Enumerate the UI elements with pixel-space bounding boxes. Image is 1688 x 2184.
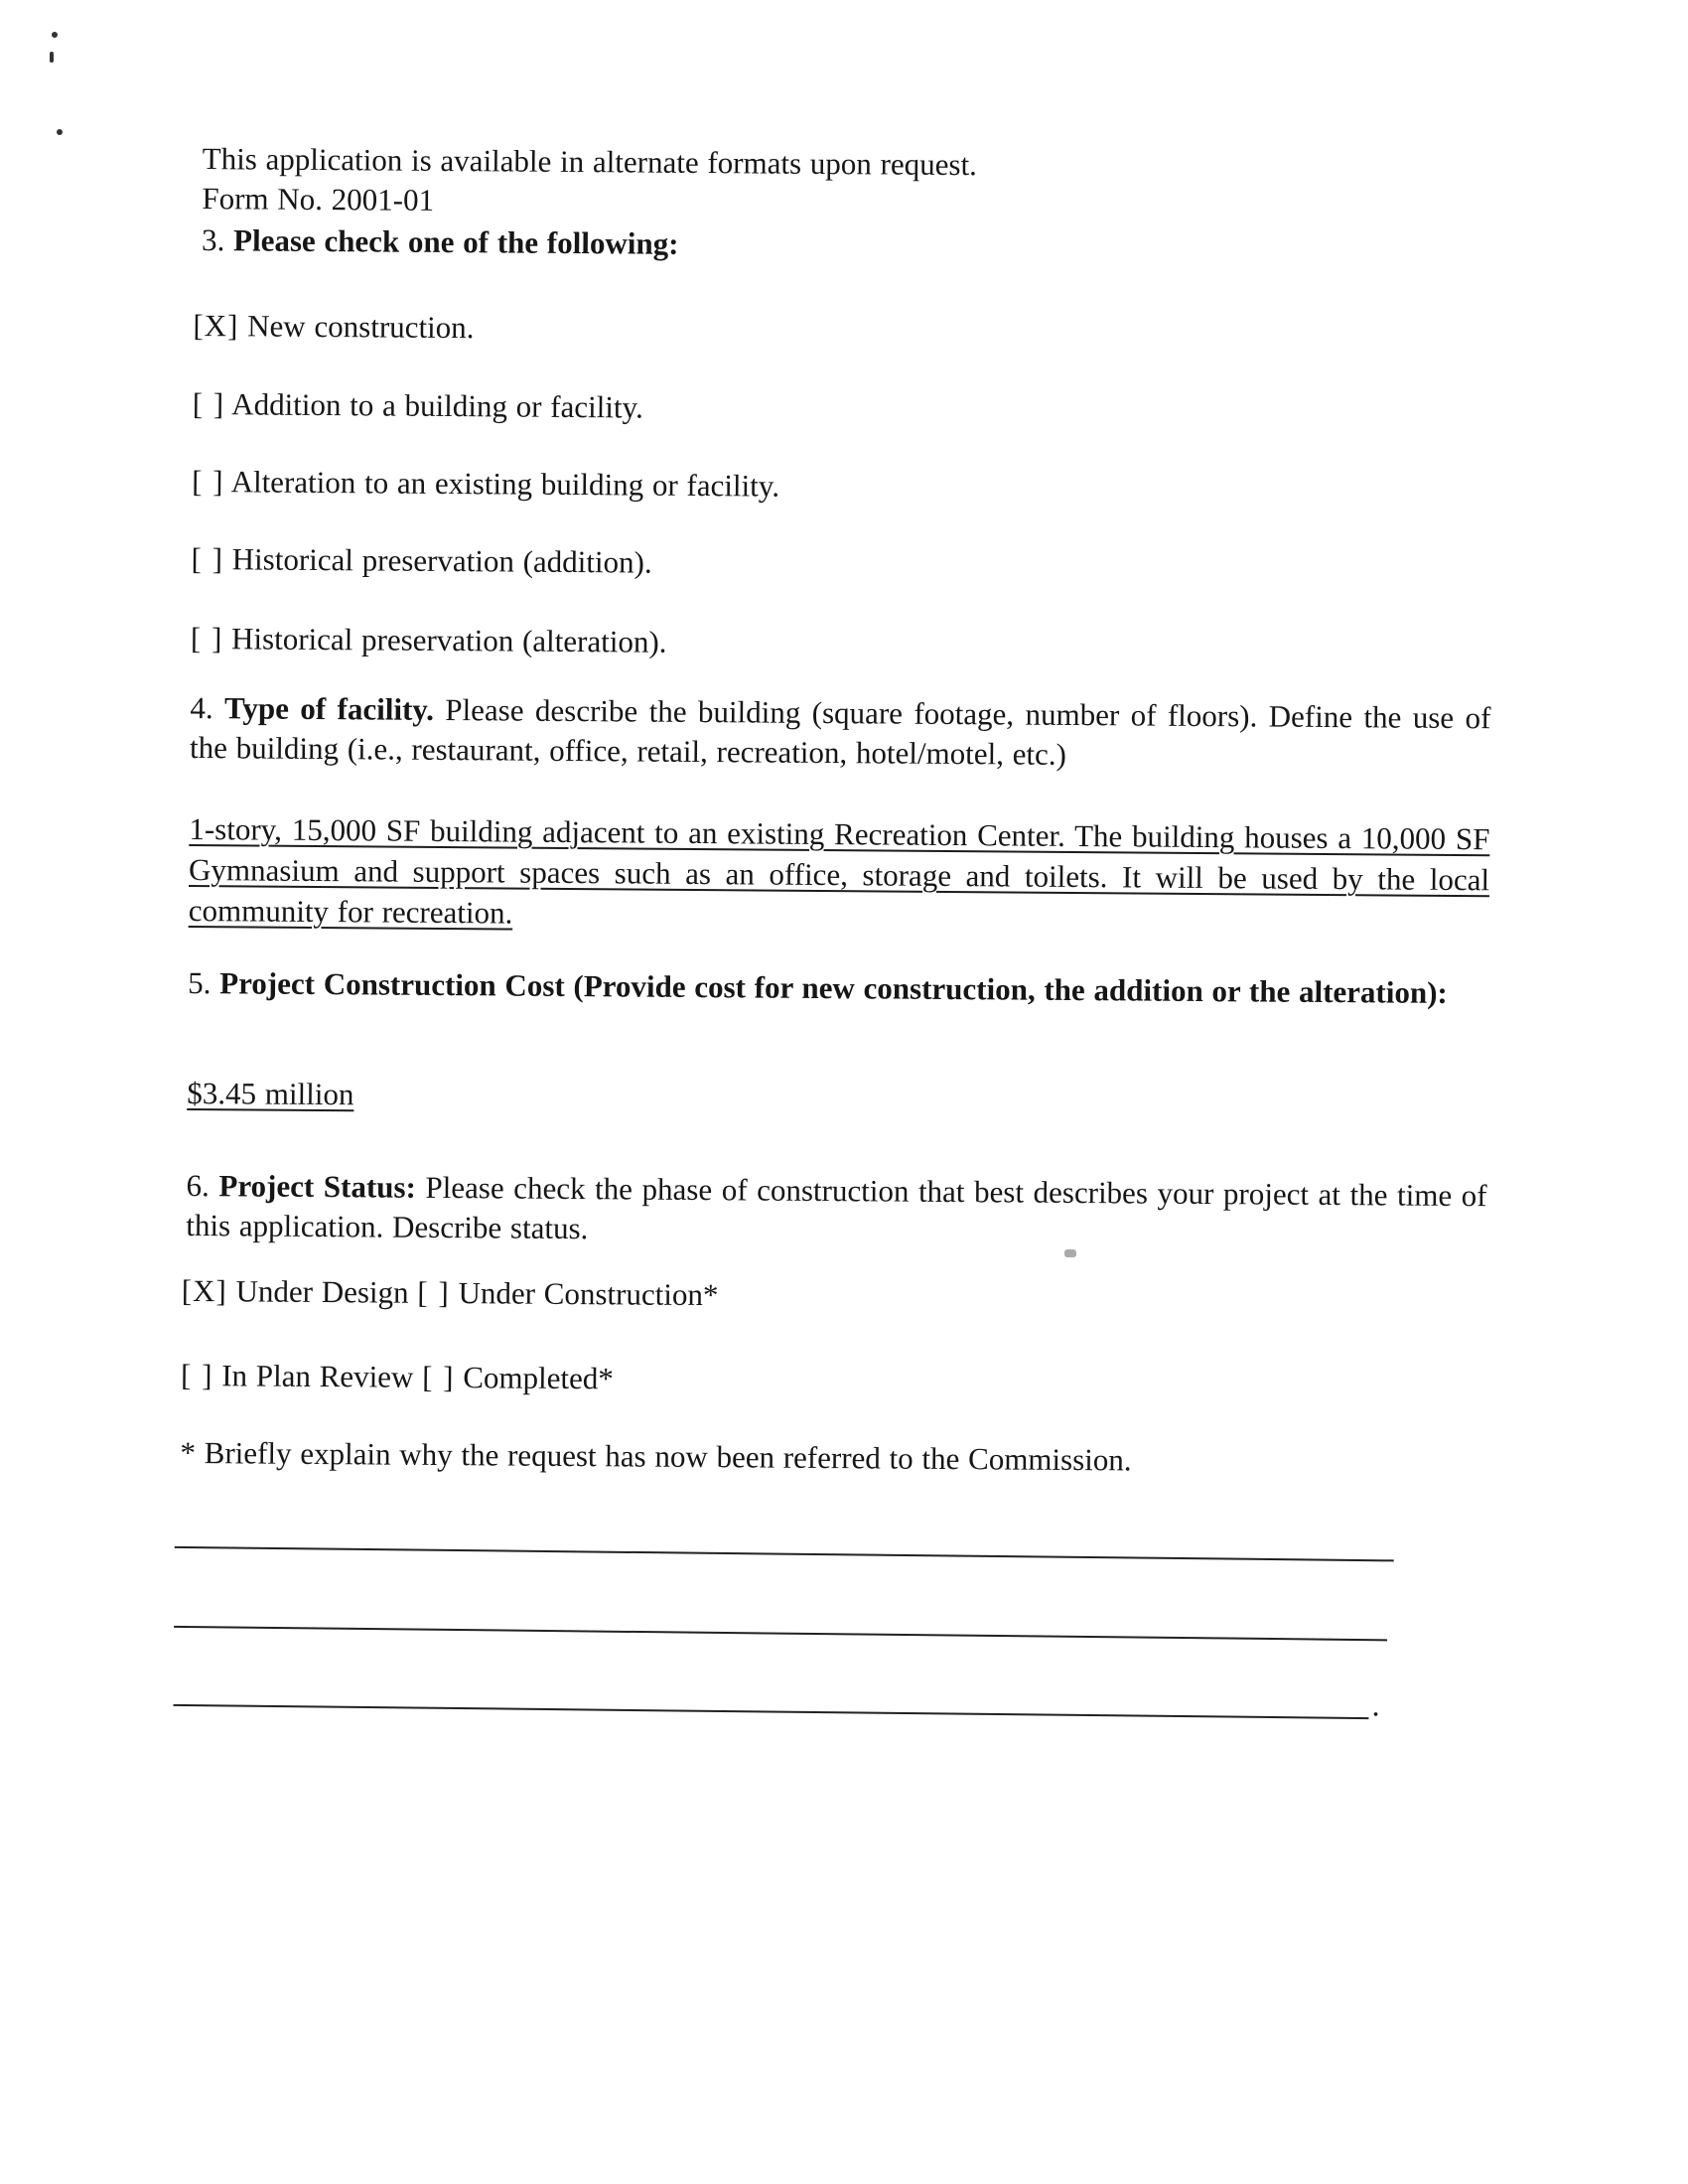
section-4-heading-paragraph	[190, 688, 1491, 778]
checkbox-option-addition	[193, 384, 643, 428]
checkbox-token-new-construction[interactable]: [X]	[193, 307, 239, 344]
construction-cost-answer: $3.45 million	[187, 1075, 354, 1112]
section-5-title: Project Construction Cost (Provide cost for new construction, the addition or the alteration):	[219, 965, 1448, 1010]
option-label: Alteration to an existing building or facility.	[230, 464, 780, 504]
checkbox-token-under-construction[interactable]: [ ]	[417, 1274, 450, 1311]
status-label-completed: Completed*	[463, 1360, 615, 1396]
status-row-review-completed	[181, 1356, 614, 1398]
checkbox-token-completed[interactable]: [ ]	[422, 1359, 455, 1395]
section-5-number: 5.	[188, 964, 211, 1001]
trailing-period-mark: .	[1371, 1686, 1380, 1723]
blank-answer-line-1[interactable]	[175, 1546, 1394, 1562]
option-label: New construction.	[247, 308, 475, 346]
section-4-prompt: Please describe the building (square footage, number of floors). Define the use of the building (i.e., restaurant, office, retail, recreation, hotel/motel, etc.)	[189, 691, 1491, 772]
section-4-title: Type of facility.	[223, 690, 435, 727]
section-5-heading	[188, 963, 1488, 1013]
option-label: Addition to a building or facility.	[231, 386, 643, 425]
checkbox-token-in-plan-review[interactable]: [ ]	[180, 1357, 213, 1393]
status-label-under-construction: Under Construction*	[458, 1275, 719, 1313]
alternate-formats-note: This application is available in alternate formats upon request.	[202, 141, 978, 183]
section-6-title: Project Status:	[218, 1168, 417, 1205]
status-label-in-plan-review: In Plan Review	[221, 1358, 414, 1394]
option-label: Historical preservation (addition).	[231, 541, 652, 580]
checkbox-token-historical-addition[interactable]: [ ]	[191, 540, 224, 577]
checkbox-token-addition[interactable]: [ ]	[192, 385, 225, 422]
section-3-title: Please check one of the following:	[232, 222, 679, 261]
scan-artifact-speck	[52, 32, 58, 38]
section-3-number: 3.	[201, 222, 225, 258]
section-6-number: 6.	[186, 1167, 211, 1204]
scan-artifact-speck	[50, 52, 54, 63]
checkbox-option-alteration	[192, 462, 779, 507]
blank-answer-line-2[interactable]	[174, 1626, 1387, 1641]
section-6-paragraph	[186, 1166, 1487, 1255]
status-label-under-design: Under Design	[235, 1273, 409, 1310]
section-4-number: 4.	[190, 689, 213, 726]
checkbox-option-new-construction	[193, 306, 474, 348]
section-6-prompt: Please check the phase of construction that best describes your project at the time of this application. Describe status.	[186, 1169, 1487, 1246]
facility-description-answer: 1-story, 15,000 SF building adjacent to an existing Recreation Center. The building houses a 10,000 SF Gymnasium and support spaces such as an office, storage and toilets. It will be used by the local community for recreation.	[188, 810, 1490, 931]
checkbox-token-alteration[interactable]: [ ]	[192, 463, 224, 500]
blank-answer-line-3[interactable]	[174, 1704, 1369, 1719]
checkbox-option-historical-alteration	[191, 619, 667, 662]
commission-referral-note: * Briefly explain why the request has now been referred to the Commission.	[180, 1434, 1132, 1478]
section-3-heading	[202, 220, 679, 264]
checkbox-option-historical-addition	[191, 539, 651, 583]
checkbox-token-historical-alteration[interactable]: [ ]	[190, 620, 223, 656]
checkbox-token-under-design[interactable]: [X]	[181, 1272, 227, 1309]
option-label: Historical preservation (alteration).	[230, 621, 667, 659]
status-row-design-construction	[182, 1271, 719, 1315]
scan-artifact-speck	[57, 129, 63, 135]
form-number: Form No. 2001-01	[202, 181, 435, 218]
document-content	[179, 0, 1496, 2184]
